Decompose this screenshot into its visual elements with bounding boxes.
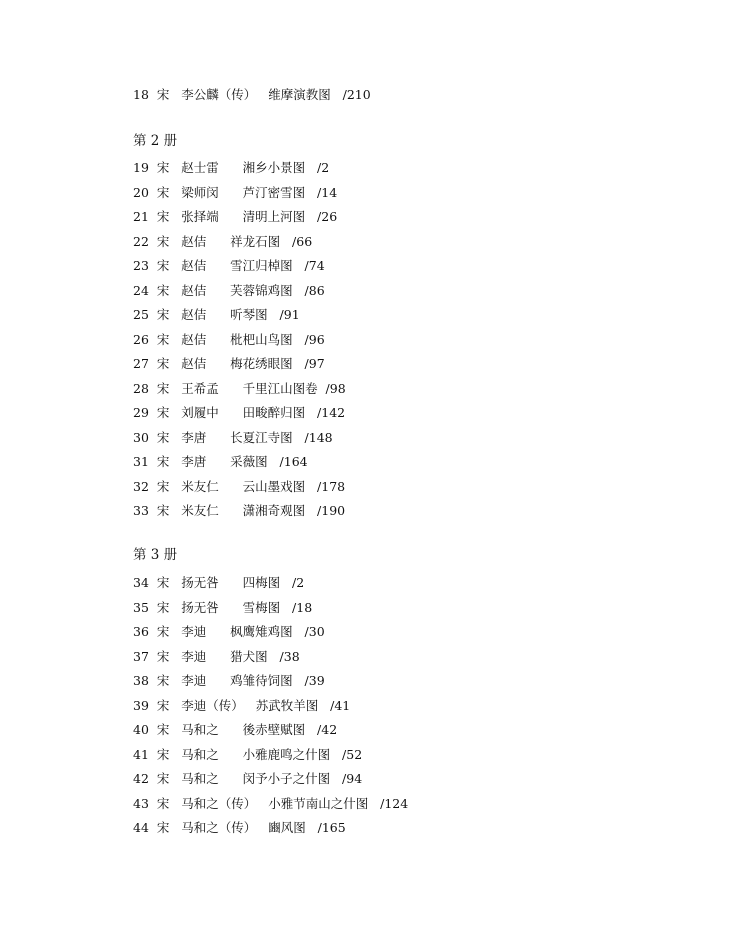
catalog-entry: 24 宋 赵佶 芙蓉锦鸡图 /86 — [133, 282, 325, 298]
catalog-entry: 22 宋 赵佶 祥龙石图 /66 — [133, 233, 313, 249]
catalog-entry: 30 宋 李唐 长夏江寺图 /148 — [133, 429, 333, 445]
catalog-entry: 33 宋 米友仁 潇湘奇观图 /190 — [133, 503, 346, 518]
volume-heading: 第 3 册 — [133, 547, 178, 563]
catalog-entry: 36 宋 李迪 枫鹰雉鸡图 /30 — [133, 624, 325, 639]
catalog-entry: 31 宋 李唐 采薇图 /164 — [133, 454, 308, 469]
catalog-entry: 32 宋 米友仁 云山墨戏图 /178 — [133, 478, 346, 494]
catalog-entry: 40 宋 马和之 後赤壁赋图 /42 — [133, 722, 338, 737]
catalog-entry: 25 宋 赵佶 听琴图 /91 — [133, 307, 300, 322]
catalog-entry: 27 宋 赵佶 梅花绣眼图 /97 — [133, 356, 325, 371]
catalog-entry: 39 宋 李迪（传） 苏武牧羊图 /41 — [133, 697, 351, 713]
catalog-entry: 42 宋 马和之 闵予小子之什图 /94 — [133, 771, 363, 786]
catalog-entry: 23 宋 赵佶 雪江归棹图 /74 — [133, 258, 325, 273]
catalog-entry: 29 宋 刘履中 田畯醉归图 /142 — [133, 405, 346, 420]
catalog-entry: 28 宋 王希孟 千里江山图卷 /98 — [133, 380, 346, 396]
catalog-entry: 26 宋 赵佶 枇杷山鸟图 /96 — [133, 331, 325, 347]
catalog-entry: 34 宋 扬无咎 四梅图 /2 — [133, 575, 305, 590]
catalog-entry: 44 宋 马和之（传） 豳风图 /165 — [133, 820, 346, 835]
catalog-entry: 43 宋 马和之（传） 小雅节南山之什图 /124 — [133, 795, 409, 811]
catalog-entry: 18 宋 李公麟（传） 维摩演教图 /210 — [133, 87, 371, 102]
catalog-entry: 38 宋 李迪 鸡雏待饲图 /39 — [133, 673, 325, 688]
catalog-entry: 37 宋 李迪 猎犬图 /38 — [133, 648, 300, 664]
catalog-entry: 35 宋 扬无咎 雪梅图 /18 — [133, 599, 313, 615]
catalog-entry: 19 宋 赵士雷 湘乡小景图 /2 — [133, 160, 330, 175]
catalog-entry: 21 宋 张择端 清明上河图 /26 — [133, 209, 338, 224]
catalog-entry: 20 宋 梁师闵 芦汀密雪图 /14 — [133, 184, 338, 200]
volume-heading: 第 2 册 — [133, 133, 178, 149]
catalog-entry: 41 宋 马和之 小雅鹿鸣之什图 /52 — [133, 746, 363, 762]
